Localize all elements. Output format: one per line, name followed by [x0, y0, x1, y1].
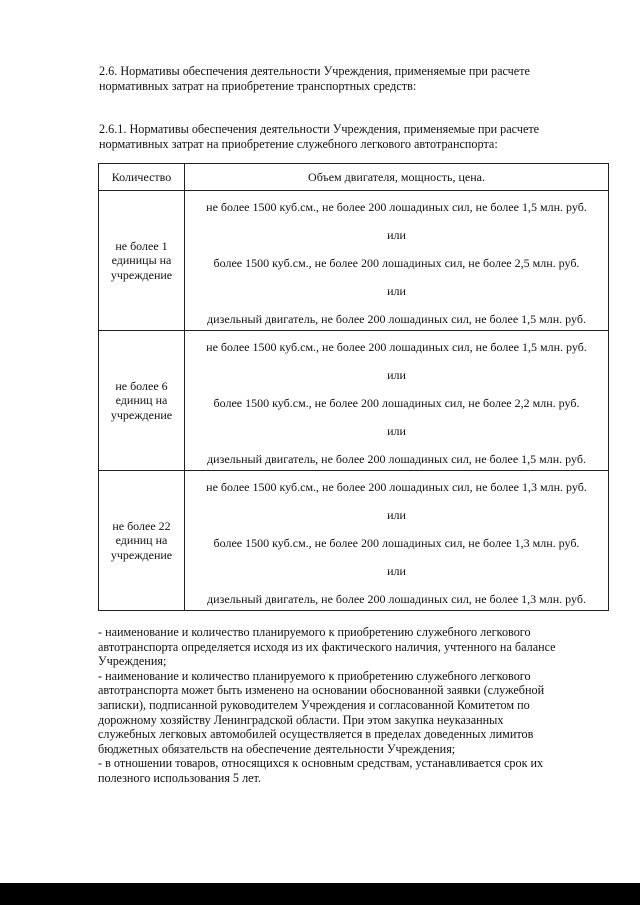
- option-separator: или: [387, 508, 406, 522]
- option-text: не более 1500 куб.см., не более 200 лошадиных сил, не более 1,5 млн. руб.: [206, 200, 587, 214]
- quantity-cell: [99, 471, 185, 611]
- quantity-cell: [99, 191, 185, 331]
- option-separator: или: [387, 424, 406, 438]
- vehicle-norms-table: [98, 163, 609, 611]
- quantity-line: не более 22: [112, 518, 171, 533]
- table-row: [99, 331, 609, 471]
- option-separator: или: [387, 228, 406, 242]
- quantity-line: единиц на: [115, 533, 168, 548]
- option-text: не более 1500 куб.см., не более 200 лошадиных сил, не более 1,5 млн. руб.: [206, 340, 587, 354]
- table-row: [99, 191, 609, 331]
- option-text: дизельный двигатель, не более 200 лошадиных сил, не более 1,3 млн. руб.: [207, 592, 586, 606]
- option-separator: или: [387, 284, 406, 298]
- note-line: Учреждения;: [98, 654, 167, 669]
- paragraph-line: нормативных затрат на приобретение служебного легкового автотранспорта:: [99, 136, 498, 151]
- option-text: более 1500 куб.см., не более 200 лошадиных сил, не более 1,3 млн. руб.: [213, 536, 580, 550]
- note-line: автотранспорта может быть изменено на основании обоснованной заявки (служебной: [98, 683, 545, 698]
- paragraph-line: 2.6. Нормативы обеспечения деятельности Учреждения, применяемые при расчете: [99, 64, 530, 78]
- options-cell: [185, 191, 609, 331]
- note-line: полезного использования 5 лет.: [98, 770, 262, 785]
- note-line: служебных легковых автомобилей осуществляется в пределах доведенных лимитов: [98, 727, 534, 742]
- note-line: бюджетных обязательств на обеспечение деятельности Учреждения;: [98, 741, 456, 756]
- notes-block: [98, 625, 583, 786]
- quantity-line: не более 6: [115, 378, 168, 393]
- quantity-line: учреждение: [110, 267, 173, 282]
- option-text: дизельный двигатель, не более 200 лошадиных сил, не более 1,5 млн. руб.: [207, 312, 586, 326]
- quantity-line: единицы на: [111, 253, 172, 268]
- option-text: не более 1500 куб.см., не более 200 лошадиных сил, не более 1,3 млн. руб.: [206, 480, 587, 494]
- options-cell: [185, 471, 609, 611]
- scan-edge-bar: [0, 883, 640, 905]
- option-text: более 1500 куб.см., не более 200 лошадиных сил, не более 2,2 млн. руб.: [213, 396, 580, 410]
- table-header-row: [99, 164, 609, 191]
- section-2-6-1-paragraph: [99, 122, 582, 151]
- option-text: дизельный двигатель, не более 200 лошадиных сил, не более 1,5 млн. руб.: [207, 452, 586, 466]
- option-separator: или: [387, 564, 406, 578]
- note-line: - наименование и количество планируемого к приобретению служебного легкового: [98, 668, 531, 683]
- table-row: [99, 471, 609, 611]
- note-line: записки), подписанной руководителем Учреждения и согласованной Комитетом по: [98, 697, 530, 712]
- header-quantity: Количество: [99, 164, 185, 191]
- paragraph-line: 2.6.1. Нормативы обеспечения деятельности Учреждения, применяемые при расчете: [99, 122, 540, 136]
- quantity-line: не более 1: [115, 238, 168, 253]
- section-2-6-paragraph: [99, 64, 582, 93]
- option-separator: или: [387, 368, 406, 382]
- paragraph-line: нормативных затрат на приобретение транспортных средств:: [99, 78, 417, 93]
- option-text: более 1500 куб.см., не более 200 лошадиных сил, не более 2,5 млн. руб.: [213, 256, 580, 270]
- options-cell: [185, 331, 609, 471]
- quantity-cell: [99, 331, 185, 471]
- quantity-line: единиц на: [115, 393, 168, 408]
- note-line: автотранспорта определяется исходя из их фактического наличия, учтенного на балансе: [98, 639, 556, 654]
- note-line: - в отношении товаров, относящихся к основным средствам, устанавливается срок их: [98, 756, 544, 771]
- note-line: - наименование и количество планируемого к приобретению служебного легкового: [98, 625, 531, 639]
- quantity-line: учреждение: [110, 547, 173, 562]
- quantity-line: учреждение: [110, 407, 173, 422]
- header-engine-power-price: Объем двигателя, мощность, цена.: [185, 164, 609, 191]
- note-line: дорожному хозяйству Ленинградской области. При этом закупка неуказанных: [98, 712, 504, 727]
